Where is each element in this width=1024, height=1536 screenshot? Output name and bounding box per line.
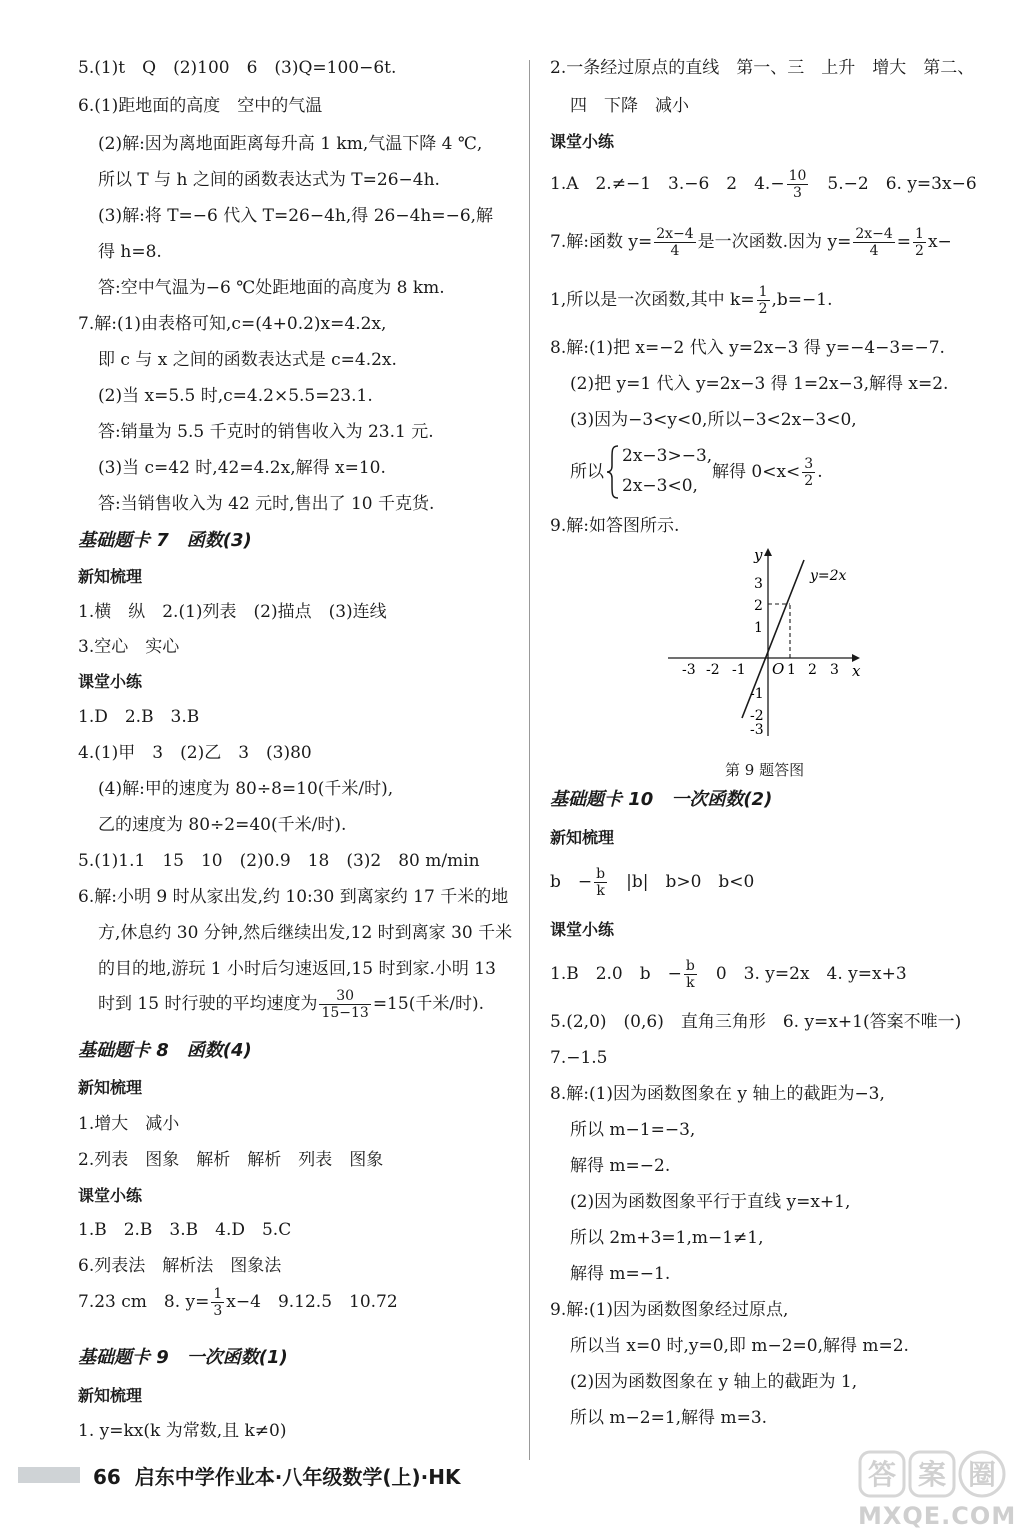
answer-line: (2)因为函数图象平行于直线 y=x+1, xyxy=(570,1192,851,1212)
numerator: 2x−4 xyxy=(656,226,694,242)
answer-line: 7.−1.5 xyxy=(550,1048,608,1068)
text: 7.解:函数 y= xyxy=(550,232,653,252)
section-heading-card-7: 基础题卡 7 函数(3) xyxy=(78,530,252,551)
numerator: 1 xyxy=(915,226,924,242)
left-brace xyxy=(606,444,620,500)
answer-line: 的目的地,游玩 1 小时后匀速返回,15 时到家.小明 13 xyxy=(98,959,496,979)
text: b − xyxy=(550,872,593,892)
inequality-system xyxy=(570,444,870,504)
fraction xyxy=(787,168,809,201)
answer-line: 所以 T 与 h 之间的函数表达式为 T=26−4h. xyxy=(98,170,440,190)
text: =15(千米/时). xyxy=(372,994,485,1014)
answer-line-with-fraction xyxy=(550,226,952,259)
numerator: 1 xyxy=(213,1286,223,1302)
y-tick-label: -3 xyxy=(750,722,764,736)
answer-line: 9.解:(1)因为函数图象经过原点, xyxy=(550,1300,789,1320)
watermark-char: 圈 xyxy=(967,1458,997,1491)
answer-line: 方,休息约 30 分钟,然后继续出发,12 时到离家 30 千米 xyxy=(98,923,513,943)
fraction xyxy=(684,958,697,991)
subheading: 课堂小练 xyxy=(78,1186,143,1205)
answer-line: 4.(1)甲 3 (2)乙 3 (3)80 xyxy=(78,743,312,763)
column-divider xyxy=(529,60,530,1460)
answer-line: (2)因为函数图象在 y 轴上的截距为 1, xyxy=(570,1372,858,1392)
section-heading-card-9: 基础题卡 9 一次函数(1) xyxy=(78,1347,288,1368)
origin-label: O xyxy=(772,660,785,678)
answer-line: (2)解:因为离地面距离每升高 1 km,气温下降 4 ℃, xyxy=(98,134,483,154)
numerator: b xyxy=(596,866,606,882)
fraction xyxy=(853,226,894,259)
footer-bar xyxy=(18,1467,80,1483)
denominator: 2 xyxy=(915,243,924,259)
numerator: 30 xyxy=(319,988,370,1005)
denominator: 4 xyxy=(670,243,680,259)
x-tick-label: 1 xyxy=(787,662,796,678)
watermark-logo xyxy=(858,1448,1008,1500)
answer-line: (3)因为−3<y<0,所以−3<2x−3<0, xyxy=(570,410,857,430)
subheading: 新知梳理 xyxy=(78,567,143,586)
fraction xyxy=(757,284,770,317)
answer-line: 1.横 纵 2.(1)列表 (2)描点 (3)连线 xyxy=(78,602,387,622)
fraction xyxy=(654,226,695,259)
denominator: 4 xyxy=(869,243,879,259)
answer-line: 6.列表法 解析法 图象法 xyxy=(78,1256,282,1276)
line-label: y=2x xyxy=(810,568,847,584)
y-axis-arrow xyxy=(764,548,772,556)
text: = xyxy=(896,232,912,252)
text: 是一次函数.因为 y= xyxy=(697,232,852,252)
answer-line: 5.(1)1.1 15 10 (2)0.9 18 (3)2 80 m/min xyxy=(78,851,480,871)
denominator: 3 xyxy=(793,185,802,201)
subheading: 课堂小练 xyxy=(550,132,615,151)
denominator: 15−13 xyxy=(321,1005,369,1021)
x-tick-label: -1 xyxy=(732,662,746,678)
answer-line: 2.列表 图象 解析 解析 列表 图象 xyxy=(78,1150,384,1170)
subheading: 新知梳理 xyxy=(550,828,615,847)
x-axis-arrow xyxy=(852,654,860,662)
answer-line: 所以 m−1=−3, xyxy=(570,1120,696,1140)
numerator: 1 xyxy=(758,284,768,300)
subheading: 课堂小练 xyxy=(550,920,615,939)
text: 7.23 cm 8. y= xyxy=(78,1292,210,1312)
watermark-char: 案 xyxy=(917,1458,947,1491)
y-tick-label: 1 xyxy=(754,620,763,636)
denominator: 2 xyxy=(804,473,814,489)
answer-line: 得 h=8. xyxy=(98,242,162,262)
function-graph xyxy=(668,546,868,736)
text: ,b=−1. xyxy=(771,290,833,310)
numerator: 10 xyxy=(788,168,807,184)
fraction xyxy=(913,226,926,259)
y-tick-label: -2 xyxy=(750,708,764,724)
answer-line: 即 c 与 x 之间的函数表达式是 c=4.2x. xyxy=(98,350,397,370)
text: |b| b>0 b<0 xyxy=(609,872,755,892)
answer-line: (3)当 c=42 时,42=4.2x,解得 x=10. xyxy=(98,458,386,478)
answer-line: 所以 2m+3=1,m−1≠1, xyxy=(570,1228,764,1248)
text: 1.B 2.0 b − xyxy=(550,964,682,984)
denominator: k xyxy=(686,975,695,991)
denominator: k xyxy=(596,883,605,899)
book-title: 启东中学作业本·八年级数学(上)·HK xyxy=(134,1465,461,1489)
text: 1,所以是一次函数,其中 k= xyxy=(550,290,755,310)
answer-line-with-fraction xyxy=(550,866,754,899)
x-tick-label: -3 xyxy=(682,662,696,678)
denominator: 3 xyxy=(213,1303,223,1319)
footer-text xyxy=(93,1461,461,1490)
answer-line: 3.空心 实心 xyxy=(78,637,180,657)
fraction xyxy=(319,988,370,1021)
fraction xyxy=(802,456,815,489)
answer-line: 1. y=kx(k 为常数,且 k≠0) xyxy=(78,1421,287,1441)
answer-line-with-fraction xyxy=(98,988,484,1021)
text: 5.−2 6. y=3x−6 xyxy=(810,174,977,194)
answer-line: 解得 m=−1. xyxy=(570,1264,671,1284)
fraction xyxy=(211,1286,224,1319)
answer-line: 6.解:小明 9 时从家出发,约 10:30 到离家约 17 千米的地 xyxy=(78,887,509,907)
y-axis-label: y xyxy=(754,546,763,564)
section-heading-card-8: 基础题卡 8 函数(4) xyxy=(78,1040,252,1061)
answer-line-with-fraction xyxy=(78,1286,398,1319)
answer-line: 四 下降 减小 xyxy=(570,96,689,116)
answer-line: 5.(1)t Q (2)100 6 (3)Q=100−6t. xyxy=(78,58,397,78)
answer-line: 答:空中气温为−6 ℃处距地面的高度为 8 km. xyxy=(98,278,445,298)
answer-line-with-fraction xyxy=(550,284,833,317)
text: x− xyxy=(927,232,952,252)
answer-line: 所以当 x=0 时,y=0,即 m−2=0,解得 m=2. xyxy=(570,1336,909,1356)
x-tick-label: 2 xyxy=(808,662,817,678)
inequality-bottom: 2x−3<0, xyxy=(622,476,698,496)
text: x−4 9.12.5 10.72 xyxy=(226,1292,398,1312)
answer-line: 6.(1)距地面的高度 空中的气温 xyxy=(78,96,323,116)
answer-line: 7.解:(1)由表格可知,c=(4+0.2)x=4.2x, xyxy=(78,314,387,334)
watermark xyxy=(858,1448,1017,1530)
text: 1.A 2.≠−1 3.−6 2 4.− xyxy=(550,174,785,194)
answer-line: 所以 m−2=1,解得 m=3. xyxy=(570,1408,768,1428)
denominator: 2 xyxy=(758,301,768,317)
numerator: 3 xyxy=(804,456,814,472)
answer-line: 1.增大 减小 xyxy=(78,1114,180,1134)
subheading: 新知梳理 xyxy=(78,1078,143,1097)
answer-line-with-fraction xyxy=(550,958,907,991)
page-number: 66 xyxy=(93,1465,121,1489)
text: 时到 15 时行驶的平均速度为 xyxy=(98,994,318,1014)
inequality-solution xyxy=(712,456,823,489)
y-tick-label: 3 xyxy=(754,576,763,592)
x-axis-label: x xyxy=(852,662,861,680)
text: 0 3. y=2x 4. y=x+3 xyxy=(698,964,907,984)
answer-line: (4)解:甲的速度为 80÷8=10(千米/时), xyxy=(98,779,394,799)
answer-line: 5.(2,0) (0,6) 直角三角形 6. y=x+1(答案不唯一) xyxy=(550,1012,962,1032)
x-tick-label: -2 xyxy=(706,662,720,678)
inequality-top: 2x−3>−3, xyxy=(622,446,713,466)
text: 所以 xyxy=(570,462,604,482)
numerator: 2x−4 xyxy=(855,226,893,242)
answer-line: 乙的速度为 80÷2=40(千米/时). xyxy=(98,815,347,835)
answer-line: 8.解:(1)把 x=−2 代入 y=2x−3 得 y=−4−3=−7. xyxy=(550,338,945,358)
watermark-url: MXQE.COM xyxy=(858,1502,1017,1530)
answer-line: 8.解:(1)因为函数图象在 y 轴上的截距为−3, xyxy=(550,1084,885,1104)
numerator: b xyxy=(685,958,695,974)
answer-line: 2.一条经过原点的直线 第一、三 上升 增大 第二、 xyxy=(550,58,975,78)
section-heading-card-10: 基础题卡 10 一次函数(2) xyxy=(550,789,773,810)
fraction xyxy=(594,866,607,899)
answer-line: 答:当销售收入为 42 元时,售出了 10 千克货. xyxy=(98,494,435,514)
x-tick-label: 3 xyxy=(830,662,839,678)
answer-line: (2)把 y=1 代入 y=2x−3 得 1=2x−3,解得 x=2. xyxy=(570,374,949,394)
answer-line: (2)当 x=5.5 时,c=4.2×5.5=23.1. xyxy=(98,386,373,406)
y-tick-label: 2 xyxy=(754,598,763,614)
answer-line: (3)解:将 T=−6 代入 T=26−4h,得 26−4h=−6,解 xyxy=(98,206,494,226)
answer-line: 1.D 2.B 3.B xyxy=(78,707,200,727)
figure-caption: 第 9 题答图 xyxy=(725,761,805,779)
answer-line: 答:销量为 5.5 千克时的销售收入为 23.1 元. xyxy=(98,422,434,442)
answer-line: 9.解:如答图所示. xyxy=(550,516,680,536)
y-tick-label: -1 xyxy=(750,686,764,702)
answer-line-with-fraction xyxy=(550,168,977,201)
text: . xyxy=(817,462,823,482)
answer-line: 解得 m=−2. xyxy=(570,1156,671,1176)
subheading: 课堂小练 xyxy=(78,672,143,691)
watermark-char: 答 xyxy=(867,1458,897,1491)
subheading: 新知梳理 xyxy=(78,1386,143,1405)
text: 解得 0<x< xyxy=(712,462,801,482)
answer-line: 1.B 2.B 3.B 4.D 5.C xyxy=(78,1220,292,1240)
